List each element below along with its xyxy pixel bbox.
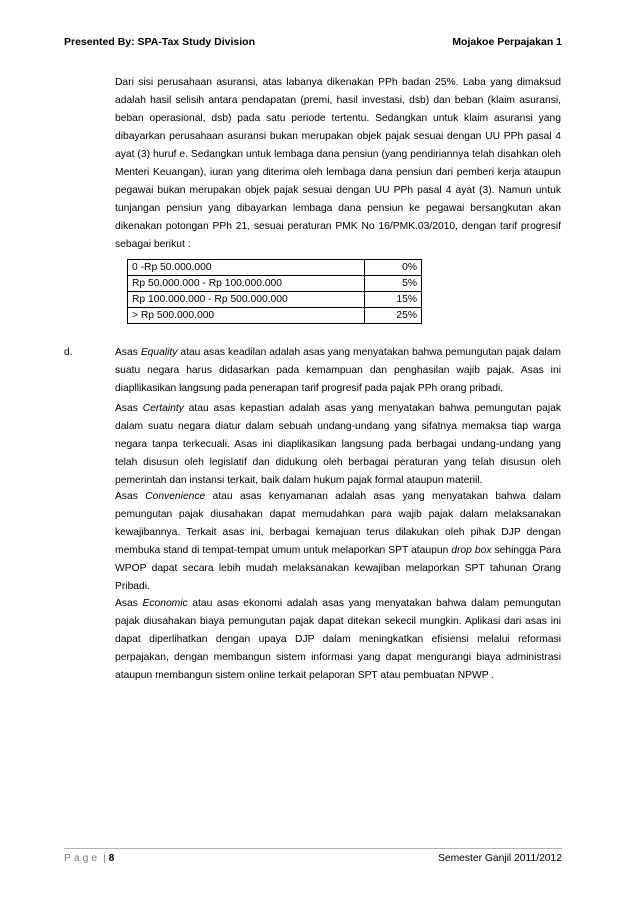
section-d-label: d. [64,347,73,358]
certainty-paragraph [115,400,561,490]
semester-label: Semester Ganjil 2011/2012 [437,853,562,864]
progressive-rate-table [127,259,422,324]
economic-term: Economic [142,598,188,609]
header-right-text: Mojakoe Perpajakan 1 [452,36,562,48]
drop-box-term: drop box [451,545,492,556]
tax-rate-cell: 0% [365,260,422,276]
convenience-prefix: Asas [115,491,146,502]
convenience-text: atau asas kenyamanan adalah asas yang menyatakan bahwa dalam pemungutan pajak diusahakan dapat memudahkan para wajib pajak dalam melaksanakan kewajibannya. Terkait asas ini, berbagai kemajuan terus dilakukan oleh pihak DJP dengan membuka stand di tempat-tempat umum untuk melaporkan SPT ataupun [115,491,561,556]
page-separator: | [102,853,106,864]
page-header [64,36,562,48]
rate-table-row [128,292,422,308]
income-range-cell: Rp 50.000.000 - Rp 100.000.000 [128,276,365,292]
equality-term: Equality [140,347,178,358]
income-range-cell: Rp 100.000.000 - Rp 500.000.000 [128,292,365,308]
economic-prefix: Asas [115,598,143,609]
certainty-term: Certainty [142,403,184,414]
convenience-text-end: sehingga Para WPOP dapat secara lebih mudah melaksanakan kewajiban melaporkan SPT tahunan Orang Pribadi. [115,545,561,592]
income-range-cell: 0 -Rp 50.000.000 [128,260,365,276]
income-range-cell: > Rp 500.000.000 [128,308,365,324]
certainty-prefix: Asas [115,403,143,414]
convenience-paragraph [115,488,561,596]
rate-table-row [128,308,422,324]
convenience-term: Convenience [145,491,206,502]
equality-paragraph [115,344,561,398]
tax-rate-cell: 15% [365,292,422,308]
rate-table-row [128,260,422,276]
rate-table-row [128,276,422,292]
page-word: Page [64,853,101,864]
tax-rate-cell: 5% [365,276,422,292]
economic-text: atau asas ekonomi adalah asas yang menyatakan bahwa dalam pemungutan pajak diusahakan biaya pemungutan pajak dapat ditekan sekecil mungkin. Aplikasi dari asas ini dapat diperlihatkan dengan upaya DJP dalam meningkatkan efisiensi melalui reformasi perpajakan, dengan membangun sistem informasi yang dapat mengurangi biaya administrasi ataupun membangun sistem online terkait pelaporan SPT atau pembuatan NPWP . [115,598,561,681]
page-indicator [64,853,114,864]
page-number: 8 [108,853,115,864]
header-left-text: Presented By: SPA-Tax Study Division [64,36,255,48]
equality-text: atau asas keadilan adalah asas yang menyatakan bahwa pemungutan pajak dalam suatu negara harus didasarkan pada kemampuan dan penghasilan wajib pajak. Asas ini diapllikasikan langsung pada penerapan tarif progresif pada pajak PPh orang pribadi. [115,347,561,394]
intro-paragraph: Dari sisi perusahaan asuransi, atas labanya dikenakan PPh badan 25%. Laba yang dimaksud adalah hasil selisih antara pendapatan (premi, hasil investasi, dsb) dan beban (klaim asuransi, beban operasional, dsb) pada satu periode tertentu. Sedangkan untuk klaim asuransi yang dibayarkan perusahaan asuransi bukan merupakan objek pajak sesuai dengan UU PPh pasal 4 ayat (3) huruf e. Sedangkan untuk lembaga dana pensiun (yang pendiriannya telah disahkan oleh Menteri Keuangan), iuran yang diterima oleh lembaga dana pensiun dari pemberi kerja ataupun pegawai bukan merupakan objek pajak sesuai dengan UU PPh pasal 4 ayat (3). Namun untuk tunjangan pensiun yang dibayarkan lembaga dana pensiun ke pegawai bersangkutan akan dikenakan potongan PPh 21, sesuai peraturan PMK No 16/PMK.03/2010, dengan tarif progresif sebagai berikut : [115,77,561,250]
equality-prefix: Asas [115,347,141,358]
tax-rate-cell: 25% [365,308,422,324]
footer-divider [64,848,562,849]
economic-paragraph [115,595,561,685]
certainty-text: atau asas kepastian adalah asas yang menyatakan bahwa pemungutan pajak dalam suatu negara diatur dalam sebuah undang-undang yang sifatnya memaksa tiap warga negara tanpa terkecuali. Asas ini diaplikasikan langsung pada berbagai undang-undang yang telah disusun oleh legislatif dan didukung oleh berbagai peraturan yang telah disusun oleh pemerintah dan instansi terkait, baik dalam hukum pajak formal ataupun materiil. [115,403,561,486]
